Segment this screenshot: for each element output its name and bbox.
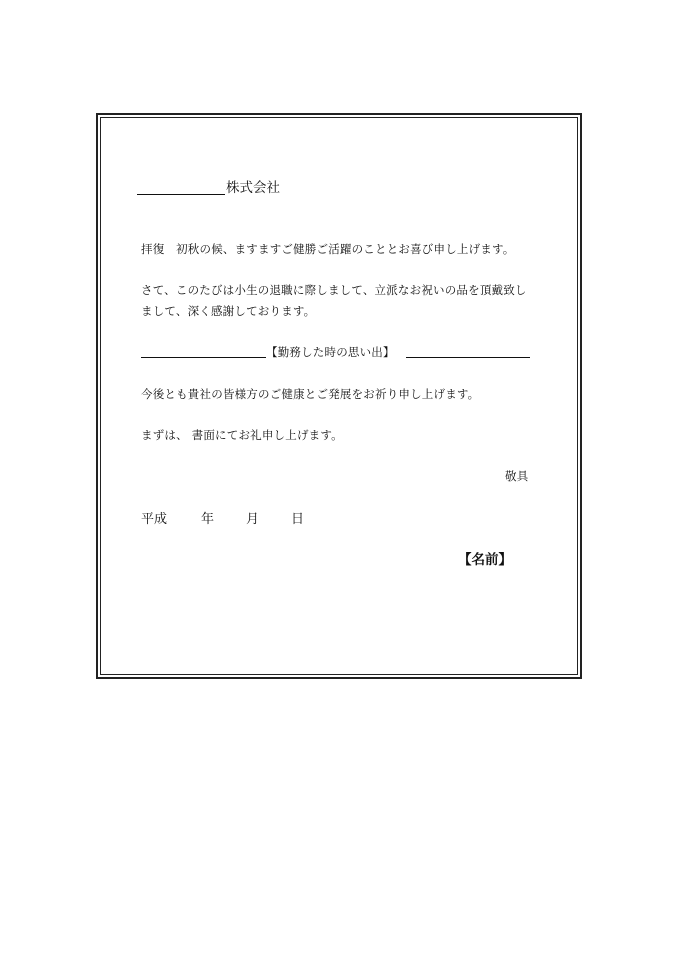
opening-line: 拝復 初秋の候、ますますご健勝ご活躍のこととお喜び申し上げます。	[141, 242, 515, 256]
closing-paragraph: まずは、 書面にてお礼申し上げます。	[141, 428, 343, 442]
date-month-unit: 月	[246, 512, 260, 527]
company-name-blank[interactable]	[137, 194, 225, 195]
memory-blank-left[interactable]	[141, 357, 266, 358]
sender-name-label: 【名前】	[458, 552, 512, 568]
thanks-paragraph-line-1: さて、このたびは小生の退職に際しまして、立派なお祝いの品を頂戴致し	[141, 283, 527, 297]
thanks-paragraph-line-2: まして、深く感謝しております。	[141, 304, 316, 318]
date-era: 平成	[141, 512, 168, 527]
date-day-unit: 日	[291, 512, 305, 527]
company-suffix: 株式会社	[226, 180, 280, 196]
date-year-unit: 年	[201, 512, 215, 527]
closing-word: 敬具	[505, 469, 529, 483]
memory-blank-right[interactable]	[406, 357, 530, 358]
wishes-paragraph: 今後とも貴社の皆様方のご健康とご発展をお祈り申し上げます。	[141, 387, 480, 401]
memory-label: 【勤務した時の思い出】	[266, 345, 395, 359]
